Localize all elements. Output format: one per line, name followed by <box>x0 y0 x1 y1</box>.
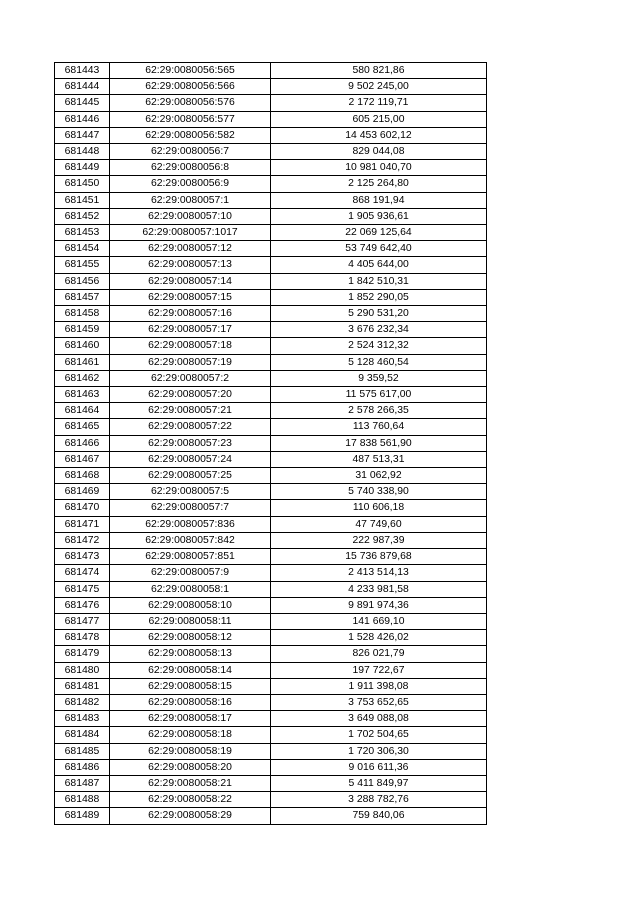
table-row <box>55 597 487 613</box>
value-cell: 3 753 652,65 <box>271 694 487 710</box>
value-cell: 3 676 232,34 <box>271 322 487 338</box>
cadastral-number-cell: 62:29:0080057:14 <box>110 273 271 289</box>
value-cell: 47 749,60 <box>271 516 487 532</box>
row-number-cell: 681483 <box>55 711 110 727</box>
row-number-cell: 681470 <box>55 500 110 516</box>
value-cell: 759 840,06 <box>271 808 487 824</box>
table-row <box>55 144 487 160</box>
table-row <box>55 792 487 808</box>
row-number-cell: 681447 <box>55 127 110 143</box>
row-number-cell: 681453 <box>55 225 110 241</box>
value-cell: 222 987,39 <box>271 532 487 548</box>
table-row <box>55 435 487 451</box>
value-cell: 110 606,18 <box>271 500 487 516</box>
row-number-cell: 681444 <box>55 79 110 95</box>
cadastral-number-cell: 62:29:0080056:566 <box>110 79 271 95</box>
row-number-cell: 681474 <box>55 565 110 581</box>
value-cell: 1 702 504,65 <box>271 727 487 743</box>
table-row <box>55 613 487 629</box>
value-cell: 2 172 119,71 <box>271 95 487 111</box>
value-cell: 3 649 088,08 <box>271 711 487 727</box>
cadastral-number-cell: 62:29:0080057:1 <box>110 192 271 208</box>
value-cell: 1 911 398,08 <box>271 678 487 694</box>
value-cell: 1 905 936,61 <box>271 208 487 224</box>
value-cell: 113 760,64 <box>271 419 487 435</box>
cadastral-number-cell: 62:29:0080058:18 <box>110 727 271 743</box>
value-cell: 5 411 849,97 <box>271 775 487 791</box>
value-cell: 9 502 245,00 <box>271 79 487 95</box>
row-number-cell: 681481 <box>55 678 110 694</box>
row-number-cell: 681482 <box>55 694 110 710</box>
value-cell: 5 290 531,20 <box>271 306 487 322</box>
table-row <box>55 95 487 111</box>
table-body <box>55 63 487 825</box>
row-number-cell: 681468 <box>55 468 110 484</box>
cadastral-number-cell: 62:29:0080058:22 <box>110 792 271 808</box>
value-cell: 9 359,52 <box>271 370 487 386</box>
row-number-cell: 681449 <box>55 160 110 176</box>
row-number-cell: 681443 <box>55 63 110 79</box>
cadastral-number-cell: 62:29:0080057:22 <box>110 419 271 435</box>
row-number-cell: 681457 <box>55 289 110 305</box>
row-number-cell: 681464 <box>55 403 110 419</box>
value-cell: 2 524 312,32 <box>271 338 487 354</box>
value-cell: 5 740 338,90 <box>271 484 487 500</box>
cadastral-number-cell: 62:29:0080057:5 <box>110 484 271 500</box>
cadastral-number-cell: 62:29:0080056:565 <box>110 63 271 79</box>
row-number-cell: 681475 <box>55 581 110 597</box>
table-row <box>55 630 487 646</box>
table-row <box>55 484 487 500</box>
value-cell: 580 821,86 <box>271 63 487 79</box>
row-number-cell: 681469 <box>55 484 110 500</box>
value-cell: 868 191,94 <box>271 192 487 208</box>
table-row <box>55 192 487 208</box>
row-number-cell: 681448 <box>55 144 110 160</box>
row-number-cell: 681450 <box>55 176 110 192</box>
table-row <box>55 225 487 241</box>
cadastral-number-cell: 62:29:0080058:21 <box>110 775 271 791</box>
table-row <box>55 127 487 143</box>
table-row <box>55 775 487 791</box>
row-number-cell: 681479 <box>55 646 110 662</box>
cadastral-number-cell: 62:29:0080057:19 <box>110 354 271 370</box>
table-row <box>55 273 487 289</box>
row-number-cell: 681486 <box>55 759 110 775</box>
row-number-cell: 681460 <box>55 338 110 354</box>
cadastral-number-cell: 62:29:0080056:582 <box>110 127 271 143</box>
value-cell: 2 125 264,80 <box>271 176 487 192</box>
row-number-cell: 681473 <box>55 549 110 565</box>
cadastral-number-cell: 62:29:0080057:17 <box>110 322 271 338</box>
table-row <box>55 678 487 694</box>
cadastral-number-cell: 62:29:0080058:29 <box>110 808 271 824</box>
row-number-cell: 681471 <box>55 516 110 532</box>
value-cell: 826 021,79 <box>271 646 487 662</box>
value-cell: 9 016 611,36 <box>271 759 487 775</box>
cadastral-number-cell: 62:29:0080056:8 <box>110 160 271 176</box>
table-row <box>55 289 487 305</box>
cadastral-number-cell: 62:29:0080058:11 <box>110 613 271 629</box>
cadastral-number-cell: 62:29:0080056:9 <box>110 176 271 192</box>
cadastral-number-cell: 62:29:0080058:15 <box>110 678 271 694</box>
table-row <box>55 176 487 192</box>
table-row <box>55 743 487 759</box>
value-cell: 22 069 125,64 <box>271 225 487 241</box>
cadastral-number-cell: 62:29:0080057:21 <box>110 403 271 419</box>
cadastral-number-cell: 62:29:0080057:836 <box>110 516 271 532</box>
row-number-cell: 681476 <box>55 597 110 613</box>
table-row <box>55 160 487 176</box>
row-number-cell: 681455 <box>55 257 110 273</box>
table-row <box>55 808 487 824</box>
row-number-cell: 681461 <box>55 354 110 370</box>
row-number-cell: 681478 <box>55 630 110 646</box>
table-row <box>55 727 487 743</box>
value-cell: 605 215,00 <box>271 111 487 127</box>
cadastral-number-cell: 62:29:0080057:1017 <box>110 225 271 241</box>
table-row <box>55 306 487 322</box>
row-number-cell: 681485 <box>55 743 110 759</box>
cadastral-number-cell: 62:29:0080057:25 <box>110 468 271 484</box>
value-cell: 1 528 426,02 <box>271 630 487 646</box>
value-cell: 487 513,31 <box>271 451 487 467</box>
value-cell: 15 736 879,68 <box>271 549 487 565</box>
row-number-cell: 681466 <box>55 435 110 451</box>
row-number-cell: 681489 <box>55 808 110 824</box>
table-row <box>55 370 487 386</box>
table-row <box>55 419 487 435</box>
value-cell: 10 981 040,70 <box>271 160 487 176</box>
value-cell: 141 669,10 <box>271 613 487 629</box>
cadastral-number-cell: 62:29:0080058:20 <box>110 759 271 775</box>
cadastral-number-cell: 62:29:0080058:19 <box>110 743 271 759</box>
value-cell: 2 413 514,13 <box>271 565 487 581</box>
row-number-cell: 681467 <box>55 451 110 467</box>
value-cell: 829 044,08 <box>271 144 487 160</box>
table-row <box>55 241 487 257</box>
table-row <box>55 662 487 678</box>
row-number-cell: 681465 <box>55 419 110 435</box>
table-row <box>55 387 487 403</box>
cadastral-value-table <box>54 62 487 825</box>
row-number-cell: 681487 <box>55 775 110 791</box>
table-row <box>55 711 487 727</box>
value-cell: 1 842 510,31 <box>271 273 487 289</box>
table-row <box>55 111 487 127</box>
table-row <box>55 354 487 370</box>
value-cell: 1 852 290,05 <box>271 289 487 305</box>
cadastral-number-cell: 62:29:0080057:13 <box>110 257 271 273</box>
cadastral-number-cell: 62:29:0080057:842 <box>110 532 271 548</box>
cadastral-number-cell: 62:29:0080058:17 <box>110 711 271 727</box>
cadastral-number-cell: 62:29:0080057:9 <box>110 565 271 581</box>
table-row <box>55 516 487 532</box>
value-cell: 4 405 644,00 <box>271 257 487 273</box>
table-row <box>55 694 487 710</box>
value-cell: 197 722,67 <box>271 662 487 678</box>
value-cell: 2 578 266,35 <box>271 403 487 419</box>
table-row <box>55 759 487 775</box>
row-number-cell: 681458 <box>55 306 110 322</box>
row-number-cell: 681462 <box>55 370 110 386</box>
cadastral-number-cell: 62:29:0080058:12 <box>110 630 271 646</box>
table-row <box>55 79 487 95</box>
row-number-cell: 681446 <box>55 111 110 127</box>
cadastral-number-cell: 62:29:0080058:10 <box>110 597 271 613</box>
table-row <box>55 565 487 581</box>
value-cell: 9 891 974,36 <box>271 597 487 613</box>
row-number-cell: 681480 <box>55 662 110 678</box>
table-row <box>55 451 487 467</box>
document-page <box>54 62 487 825</box>
value-cell: 11 575 617,00 <box>271 387 487 403</box>
cadastral-number-cell: 62:29:0080057:851 <box>110 549 271 565</box>
cadastral-number-cell: 62:29:0080058:14 <box>110 662 271 678</box>
row-number-cell: 681445 <box>55 95 110 111</box>
table-row <box>55 403 487 419</box>
cadastral-number-cell: 62:29:0080058:13 <box>110 646 271 662</box>
value-cell: 14 453 602,12 <box>271 127 487 143</box>
cadastral-number-cell: 62:29:0080058:16 <box>110 694 271 710</box>
cadastral-number-cell: 62:29:0080057:23 <box>110 435 271 451</box>
cadastral-number-cell: 62:29:0080057:7 <box>110 500 271 516</box>
value-cell: 53 749 642,40 <box>271 241 487 257</box>
table-row <box>55 646 487 662</box>
row-number-cell: 681454 <box>55 241 110 257</box>
row-number-cell: 681472 <box>55 532 110 548</box>
row-number-cell: 681477 <box>55 613 110 629</box>
cadastral-number-cell: 62:29:0080056:576 <box>110 95 271 111</box>
table-row <box>55 338 487 354</box>
cadastral-number-cell: 62:29:0080056:7 <box>110 144 271 160</box>
table-row <box>55 500 487 516</box>
table-row <box>55 63 487 79</box>
row-number-cell: 681484 <box>55 727 110 743</box>
cadastral-number-cell: 62:29:0080057:20 <box>110 387 271 403</box>
table-row <box>55 468 487 484</box>
row-number-cell: 681452 <box>55 208 110 224</box>
table-row <box>55 208 487 224</box>
value-cell: 17 838 561,90 <box>271 435 487 451</box>
cadastral-number-cell: 62:29:0080057:24 <box>110 451 271 467</box>
value-cell: 31 062,92 <box>271 468 487 484</box>
row-number-cell: 681451 <box>55 192 110 208</box>
row-number-cell: 681456 <box>55 273 110 289</box>
row-number-cell: 681463 <box>55 387 110 403</box>
cadastral-number-cell: 62:29:0080057:15 <box>110 289 271 305</box>
table-row <box>55 549 487 565</box>
row-number-cell: 681459 <box>55 322 110 338</box>
cadastral-number-cell: 62:29:0080057:12 <box>110 241 271 257</box>
value-cell: 1 720 306,30 <box>271 743 487 759</box>
cadastral-number-cell: 62:29:0080057:2 <box>110 370 271 386</box>
table-row <box>55 581 487 597</box>
cadastral-number-cell: 62:29:0080057:16 <box>110 306 271 322</box>
value-cell: 5 128 460,54 <box>271 354 487 370</box>
table-row <box>55 532 487 548</box>
value-cell: 4 233 981,58 <box>271 581 487 597</box>
cadastral-number-cell: 62:29:0080057:10 <box>110 208 271 224</box>
table-row <box>55 257 487 273</box>
row-number-cell: 681488 <box>55 792 110 808</box>
cadastral-number-cell: 62:29:0080058:1 <box>110 581 271 597</box>
table-row <box>55 322 487 338</box>
value-cell: 3 288 782,76 <box>271 792 487 808</box>
cadastral-number-cell: 62:29:0080057:18 <box>110 338 271 354</box>
cadastral-number-cell: 62:29:0080056:577 <box>110 111 271 127</box>
